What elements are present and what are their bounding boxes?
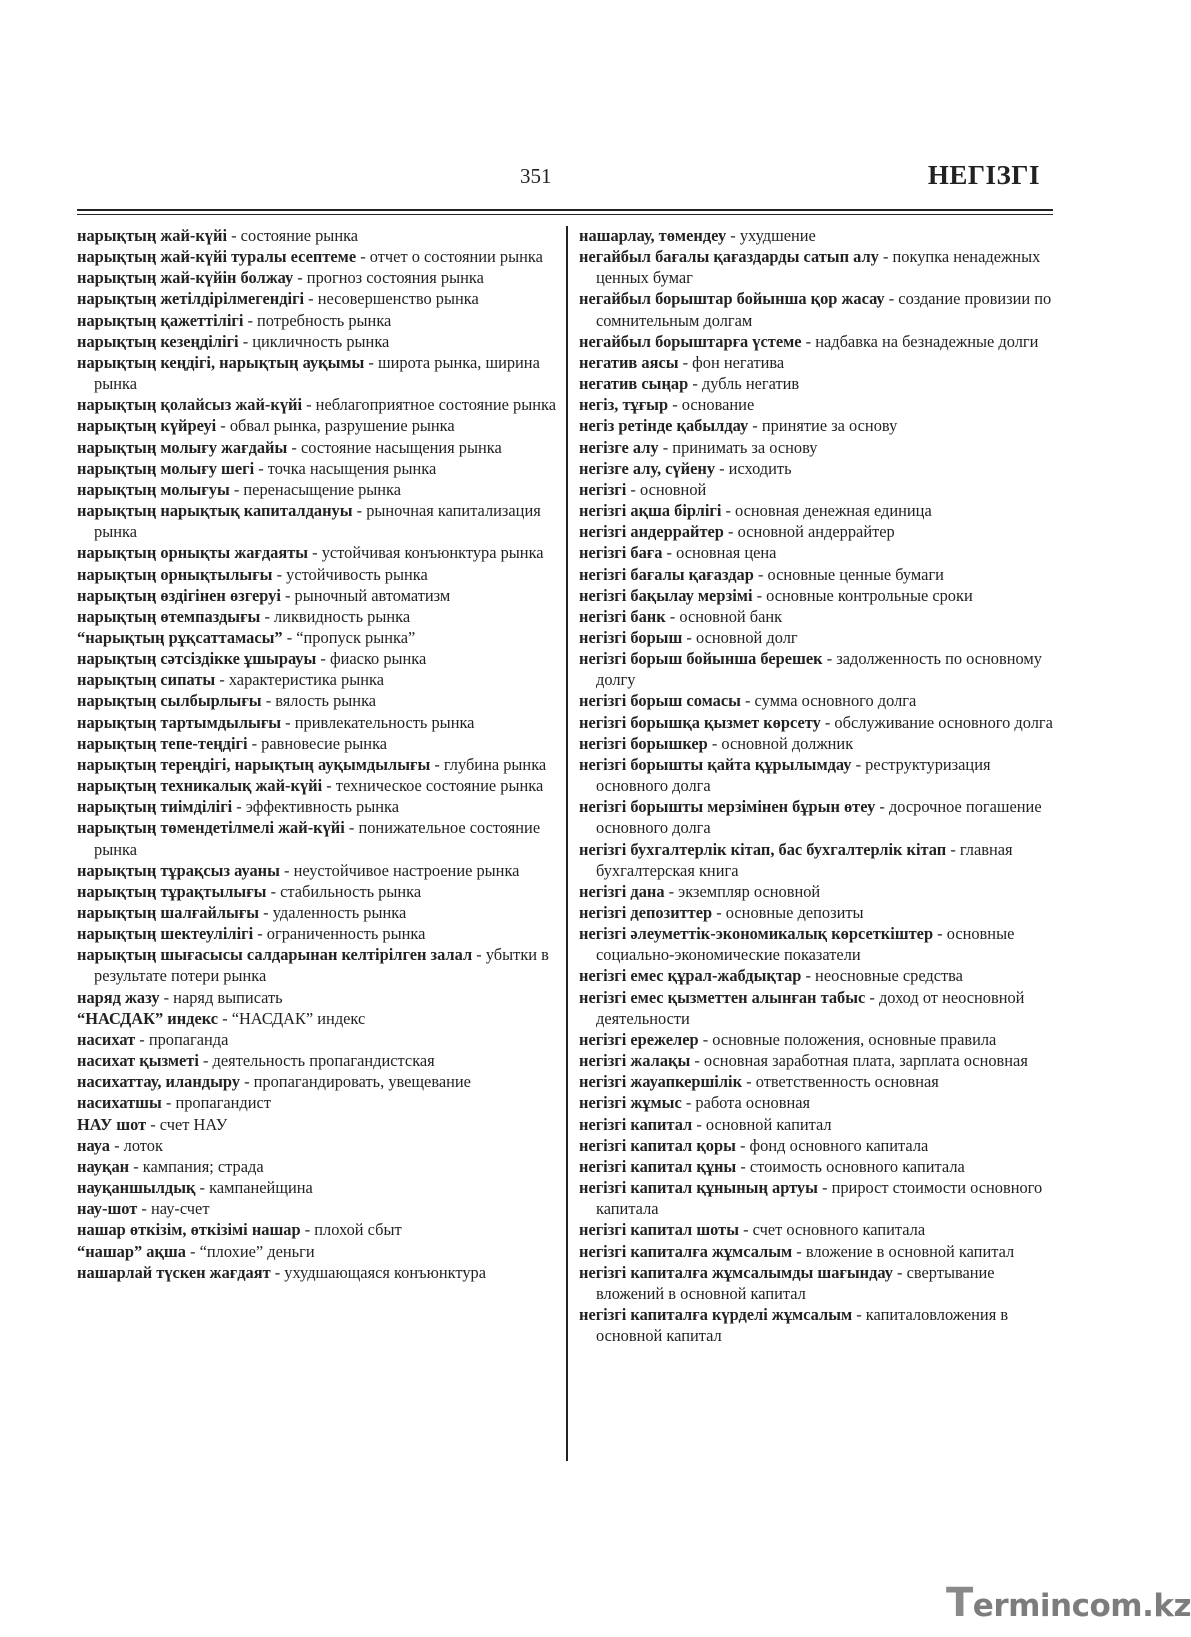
entry-translation: - лоток (109, 1135, 163, 1155)
dictionary-entry (77, 796, 558, 817)
entry-headword: негатив сыңар (579, 374, 689, 394)
dictionary-entry (77, 415, 558, 436)
entry-headword: нарықтың кеңдігі, нарықтың ауқымы (77, 352, 365, 372)
entry-headword: негізгі бақылау мерзімі (579, 585, 753, 605)
entry-headword: нарықтың өздігінен өзгеруі (77, 585, 281, 605)
entry-translation: - “пропуск рынка” (282, 627, 416, 647)
entry-translation: - характеристика рынка (215, 670, 384, 690)
entry-translation: - удаленность рынка (259, 903, 407, 922)
dictionary-entry (579, 225, 1053, 246)
entry-translation: - основной долг (682, 627, 798, 647)
dictionary-entry (77, 606, 558, 627)
entry-headword: нарықтың сәтсіздікке ұшырауы (77, 649, 317, 669)
entry-headword: нарықтың жай-күйін болжау (77, 268, 294, 288)
entry-translation: - ограниченность рынка (253, 924, 426, 944)
entry-headword: негізгі әлеуметтік-экономикалық көрсеткіштер (579, 924, 934, 944)
entry-translation: - равновесие рынка (247, 733, 388, 753)
entry-translation: - основные депозиты (712, 903, 864, 922)
entry-headword: нарықтың нарықтық капиталдануы (77, 501, 353, 521)
dictionary-entry (579, 1241, 1053, 1262)
watermark-logo (946, 1580, 1191, 1626)
entry-translation: - состояние насыщения рынка (287, 437, 502, 457)
dictionary-entry (579, 1304, 1053, 1346)
entry-translation: - понижательное состояние рынка (94, 818, 541, 859)
dictionary-entry (77, 500, 558, 542)
entry-headword: негізгі капитал құны (579, 1156, 737, 1176)
dictionary-entry (579, 1092, 1053, 1113)
dictionary-entry (579, 923, 1053, 965)
dictionary-entry (77, 246, 558, 267)
entry-translation: - покупка ненадежных ценных бумаг (596, 247, 1041, 288)
entry-translation: - стабильность рынка (266, 881, 422, 901)
dictionary-entry (77, 860, 558, 881)
dictionary-entry (77, 902, 558, 923)
entry-translation: - счет основного капитала (739, 1220, 926, 1240)
entry-translation: - ликвидность рынка (260, 606, 411, 626)
entry-headword: нарықтың орнықты жағдаяты (77, 543, 309, 563)
dictionary-entry (77, 1219, 558, 1240)
dictionary-entry (579, 437, 1053, 458)
dictionary-entry (579, 712, 1053, 733)
entry-headword: негізгі капиталға жұмсалымды шағындау (579, 1262, 893, 1282)
entry-translation: - работа основная (681, 1093, 811, 1113)
watermark-text: ermincom.kz (972, 1588, 1191, 1624)
dictionary-entry (579, 902, 1053, 923)
entry-translation: - “плохие” деньги (185, 1241, 315, 1261)
entry-translation: - обвал рынка, разрушение рынка (216, 416, 455, 436)
dictionary-entry (77, 1135, 558, 1156)
entry-translation: - принятие за основу (748, 416, 898, 436)
entry-headword: нарықтың техникалық жай-күйі (77, 776, 323, 796)
entry-headword: нарықтың молығу шегі (77, 458, 255, 478)
entry-translation: - досрочное погашение основного долга (596, 797, 1042, 838)
dictionary-entry (77, 1177, 558, 1198)
dictionary-entry (579, 415, 1053, 436)
entry-translation: - основные ценные бумаги (753, 564, 944, 584)
entry-headword: негайбыл борыштар бойынша қор жасау (579, 289, 885, 309)
entry-translation: - нау-счет (137, 1199, 210, 1219)
entry-translation: - потребность рынка (243, 310, 392, 330)
dictionary-entry (77, 754, 558, 775)
dictionary-entry (579, 331, 1053, 352)
dictionary-entry (579, 690, 1053, 711)
entry-headword: нашарлау, төмендеу (579, 226, 727, 245)
entry-translation: - неосновные средства (801, 966, 963, 986)
dictionary-entry (579, 246, 1053, 288)
entry-translation: - главная бухгалтерская книга (596, 839, 1013, 880)
entry-translation: - реструктуризация основного долга (596, 754, 991, 796)
entry-translation: - дубль негатив (688, 374, 800, 394)
dictionary-entry (77, 881, 558, 902)
entry-headword: науқан (77, 1156, 130, 1176)
dictionary-entry (77, 310, 558, 331)
dictionary-entry (579, 394, 1053, 415)
entry-headword: негіз ретінде қабылдау (579, 416, 749, 436)
left-column (77, 225, 558, 1283)
dictionary-entry (77, 394, 558, 415)
entry-translation: - доход от неосновной деятельности (596, 987, 1025, 1028)
entry-translation: - кампания; страда (129, 1156, 264, 1176)
dictionary-entry (77, 225, 558, 246)
dictionary-entry (77, 627, 558, 648)
entry-translation: - сумма основного долга (740, 691, 917, 711)
dictionary-entry (77, 564, 558, 585)
entry-headword: нарықтың өтемпаздығы (77, 606, 261, 626)
dictionary-entry (579, 500, 1053, 521)
entry-headword: нарықтың молығу жағдайы (77, 437, 288, 457)
entry-translation: - капиталовложения в основной капитал (596, 1304, 1009, 1346)
entry-headword: насихат қызметі (77, 1051, 199, 1071)
dictionary-entry (579, 796, 1053, 838)
entry-translation: - глубина рынка (430, 754, 547, 774)
entry-headword: негізгі жалақы (579, 1051, 691, 1071)
entry-translation: - устойчивая конъюнктура рынка (308, 543, 544, 563)
entry-translation: - основной должник (707, 733, 854, 753)
entry-translation: - цикличность рынка (238, 331, 390, 351)
entry-translation: - пропагандист (161, 1093, 271, 1113)
entry-translation: - надбавка на безнадежные долги (801, 331, 1039, 351)
entry-headword: нарықтың шығасысы салдарынан келтірілген залал (77, 945, 473, 965)
entry-headword: “нарықтың рұқсаттамасы” (77, 627, 283, 647)
entry-headword: нарықтың жетілдірілмегендігі (77, 289, 305, 309)
entry-translation: - ответственность основная (742, 1072, 939, 1092)
entry-headword: негізгі капитал шоты (579, 1220, 740, 1240)
entry-translation: - техническое состояние рынка (322, 776, 544, 796)
entry-headword: науқаншылдық (77, 1178, 196, 1198)
entry-translation: - наряд выписать (159, 987, 283, 1007)
entry-translation: - основные контрольные сроки (752, 585, 973, 605)
entry-headword: негізгі дана (579, 881, 665, 901)
entry-headword: негіз, тұғыр (579, 395, 669, 415)
entry-translation: - исходить (715, 458, 792, 478)
dictionary-entry (579, 1135, 1053, 1156)
dictionary-entry (579, 564, 1053, 585)
dictionary-entry (579, 585, 1053, 606)
dictionary-entry (579, 479, 1053, 500)
dictionary-entry (579, 754, 1053, 796)
entry-translation: - убытки в результате потери рынка (94, 945, 549, 986)
watermark-prefix: T (946, 1580, 973, 1626)
entry-headword: негізгі жұмыс (579, 1093, 682, 1113)
dictionary-entry (579, 965, 1053, 986)
entry-headword: “НАСДАК” индекс (77, 1008, 219, 1028)
dictionary-entry (579, 627, 1053, 648)
entry-headword: негізгі бухгалтерлік кітап, бас бухгалтерлік кітап (579, 839, 947, 859)
entry-translation: - фонд основного капитала (735, 1135, 929, 1155)
entry-translation: - отчет о состоянии рынка (356, 247, 543, 267)
header-rule-thin (77, 214, 1053, 215)
entry-headword: негізгі ақша бірлігі (579, 501, 722, 521)
entry-headword: нарықтың шектеулілігі (77, 924, 254, 944)
running-head: НЕГІЗГІ (927, 160, 1040, 190)
entry-translation: - пропагандировать, увещевание (239, 1072, 471, 1092)
dictionary-entry (77, 648, 558, 669)
entry-headword: негізгі бағалы қағаздар (579, 564, 754, 584)
entry-headword: негайбыл бағалы қағаздарды сатып алу (579, 247, 879, 267)
entry-headword: нарықтың тереңдігі, нарықтың ауқымдылығы (77, 754, 431, 774)
entry-translation: - прогноз состояния рынка (293, 268, 484, 288)
dictionary-entry (77, 669, 558, 690)
dictionary-entry (579, 373, 1053, 394)
entry-translation: - принимать за основу (658, 437, 818, 457)
right-column (579, 225, 1053, 1346)
entry-headword: негізгі ережелер (579, 1029, 699, 1049)
entry-translation: - экземпляр основной (664, 881, 821, 901)
entry-headword: негайбыл борыштарға үстеме (579, 331, 802, 351)
entry-headword: насихаттау, иландыру (77, 1072, 240, 1092)
entry-translation: - деятельность пропагандистская (198, 1051, 435, 1071)
dictionary-entry (77, 267, 558, 288)
entry-headword: НАУ шот (77, 1114, 147, 1134)
entry-translation: - вялость рынка (261, 691, 377, 711)
entry-headword: негізгі емес құрал-жабдықтар (579, 966, 802, 986)
entry-headword: насихат (77, 1029, 136, 1049)
entry-translation: - свертывание вложений в основной капитал (596, 1262, 995, 1303)
entry-translation: - основная цена (662, 543, 777, 563)
entry-headword: нарықтың кезеңділігі (77, 331, 239, 351)
dictionary-entry (77, 1008, 558, 1029)
entry-headword: негізгі капитал құнының артуы (579, 1178, 818, 1198)
entry-translation: - широта рынка, ширина рынка (94, 352, 540, 394)
entry-translation: - ухудшающаяся конъюнктура (270, 1262, 486, 1282)
dictionary-entry (579, 542, 1053, 563)
entry-headword: негізгі депозиттер (579, 903, 713, 922)
dictionary-entry (77, 944, 558, 986)
entry-headword: негізгі борышты мерзімінен бұрын өтеу (579, 797, 876, 817)
dictionary-entry (77, 1029, 558, 1050)
entry-headword: негізгі борыш (579, 627, 683, 647)
entry-headword: нашарлай түскен жағдаят (77, 1262, 271, 1282)
entry-translation: - рыночный автоматизм (280, 585, 451, 605)
dictionary-entry (77, 542, 558, 563)
entry-headword: негізгі емес қызметтен алынған табыс (579, 987, 866, 1007)
entry-translation: - кампанейщина (195, 1178, 313, 1198)
dictionary-entry (579, 1219, 1053, 1240)
entry-translation: - основание (668, 395, 755, 415)
dictionary-entry (579, 1262, 1053, 1304)
entry-translation: - основной банк (665, 606, 783, 626)
entry-headword: негізгі андеррайтер (579, 522, 724, 542)
dictionary-entry (579, 1114, 1053, 1135)
dictionary-entry (77, 458, 558, 479)
entry-translation: - вложение в основной капитал (792, 1241, 1015, 1261)
entry-translation: - основная заработная плата, зарплата основная (690, 1051, 1028, 1071)
entry-headword: нарықтың жай-күйі (77, 226, 228, 245)
dictionary-entry (579, 881, 1053, 902)
entry-translation: - несовершенство рынка (304, 289, 479, 309)
entry-headword: нарықтың тиімділігі (77, 797, 233, 817)
entry-headword: негатив аясы (579, 352, 679, 372)
entry-headword: нарықтың тепе-теңдігі (77, 733, 248, 753)
dictionary-entry (579, 987, 1053, 1029)
entry-translation: - основной капитал (692, 1114, 832, 1134)
dictionary-entry (579, 352, 1053, 373)
entry-headword: негізгі борыш сомасы (579, 691, 741, 711)
entry-headword: нарықтың сипаты (77, 670, 216, 690)
dictionary-entry (77, 1050, 558, 1071)
entry-headword: негізгі капитал (579, 1114, 693, 1134)
dictionary-entry (579, 839, 1053, 881)
entry-translation: - привлекательность рынка (281, 712, 475, 732)
dictionary-entry (77, 817, 558, 859)
dictionary-entry (77, 331, 558, 352)
entry-headword: нау-шот (77, 1199, 138, 1219)
entry-translation: - точка насыщения рынка (254, 458, 437, 478)
entry-headword: негізгі капиталға жұмсалым (579, 1241, 793, 1261)
entry-headword: негізгі борыш бойынша берешек (579, 649, 823, 669)
entry-headword: нарықтың қолайсыз жай-күйі (77, 395, 303, 415)
entry-headword: нашар өткізім, өткізімі нашар (77, 1220, 301, 1240)
entry-translation: - неустойчивое настроение рынка (279, 860, 520, 880)
entry-translation: - пропаганда (135, 1029, 229, 1049)
entry-headword: нарықтың сылбырлығы (77, 691, 262, 711)
dictionary-entry (579, 1156, 1053, 1177)
entry-translation: - ухудшение (726, 226, 816, 245)
entry-headword: нарықтың шалғайлығы (77, 903, 260, 922)
entry-headword: нарықтың күйреуі (77, 416, 217, 436)
dictionary-entry (579, 288, 1053, 330)
dictionary-entry (77, 1114, 558, 1135)
dictionary-entry (77, 1071, 558, 1092)
entry-translation: - устойчивость рынка (272, 564, 428, 584)
dictionary-entry (579, 458, 1053, 479)
entry-headword: негізге алу, сүйену (579, 458, 716, 478)
entry-headword: нарықтың тұрақсыз ауаны (77, 860, 280, 880)
entry-headword: негізгі борышқа қызмет көрсету (579, 712, 821, 732)
entry-headword: негізгі банк (579, 606, 666, 626)
entry-headword: негізгі борышкер (579, 733, 708, 753)
entry-headword: негізгі (579, 479, 627, 499)
entry-translation: - счет НАУ (146, 1114, 228, 1134)
entry-headword: негізгі баға (579, 543, 663, 563)
dictionary-entry (579, 1029, 1053, 1050)
dictionary-entry (77, 923, 558, 944)
entry-headword: наряд жазу (77, 987, 160, 1007)
entry-translation: - эффективность рынка (232, 797, 399, 817)
entry-translation: - плохой сбыт (300, 1220, 402, 1240)
entry-headword: негізгі борышты қайта құрылымдау (579, 754, 852, 774)
dictionary-entry (77, 712, 558, 733)
dictionary-entry (579, 606, 1053, 627)
dictionary-entry (77, 733, 558, 754)
dictionary-entry (579, 1177, 1053, 1219)
dictionary-entry (77, 775, 558, 796)
dictionary-entry (579, 648, 1053, 690)
entry-headword: насихатшы (77, 1093, 162, 1113)
header-rule-thick (77, 209, 1053, 211)
entry-translation: - “НАСДАК” индекс (218, 1008, 366, 1028)
entry-translation: - фиаско рынка (316, 649, 427, 669)
entry-translation: - фон негатива (678, 352, 785, 372)
entry-translation: - перенасыщение рынка (229, 479, 402, 499)
entry-headword: негізгі жауапкершілік (579, 1072, 743, 1092)
entry-translation: - основной андеррайтер (723, 522, 895, 542)
dictionary-entry (77, 1156, 558, 1177)
dictionary-entry (77, 585, 558, 606)
dictionary-entry (77, 479, 558, 500)
dictionary-entry (77, 437, 558, 458)
dictionary-entry (77, 987, 558, 1008)
dictionary-entry (579, 1071, 1053, 1092)
entry-headword: негізгі капитал қоры (579, 1135, 736, 1155)
entry-translation: - основной (626, 479, 707, 499)
entry-translation: - задолженность по основному долгу (596, 649, 1042, 690)
dictionary-entry (77, 288, 558, 309)
entry-translation: - основные положения, основные правила (698, 1029, 997, 1049)
page-number: 351 (520, 164, 552, 188)
column-divider (566, 226, 568, 1461)
entry-translation: - основные социально-экономические показатели (596, 924, 1015, 965)
entry-headword: нарықтың орнықтылығы (77, 564, 273, 584)
entry-translation: - прирост стоимости основного капитала (596, 1178, 1043, 1219)
dictionary-entry (579, 1050, 1053, 1071)
dictionary-entry (77, 352, 558, 394)
dictionary-entry (579, 733, 1053, 754)
entry-headword: негізге алу (579, 437, 659, 457)
dictionary-entry (77, 1241, 558, 1262)
entry-headword: нарықтың тартымдылығы (77, 712, 282, 732)
entry-translation: - создание провизии по сомнительным долгам (596, 289, 1052, 330)
entry-translation: - обслуживание основного долга (820, 712, 1053, 732)
entry-headword: нарықтың молығуы (77, 479, 230, 499)
dictionary-entry (77, 1262, 558, 1283)
dictionary-entry (77, 690, 558, 711)
entry-translation: - основная денежная единица (721, 501, 932, 521)
entry-headword: нарықтың тұрақтылығы (77, 881, 267, 901)
entry-headword: негізгі капиталға күрделі жұмсалым (579, 1304, 853, 1324)
entry-headword: “нашар” ақша (77, 1241, 186, 1261)
entry-translation: - состояние рынка (227, 226, 359, 245)
entry-headword: нарықтың төмендетілмелі жай-күйі (77, 818, 345, 838)
entry-translation: - рыночная капитализация рынка (94, 501, 541, 542)
entry-translation: - стоимость основного капитала (736, 1156, 965, 1176)
entry-translation: - неблагоприятное состояние рынка (302, 395, 557, 415)
dictionary-entry (77, 1198, 558, 1219)
entry-headword: нарықтың жай-күйі туралы есептеме (77, 247, 357, 267)
dictionary-entry (579, 521, 1053, 542)
dictionary-entry (77, 1092, 558, 1113)
entry-headword: науа (77, 1135, 110, 1155)
entry-headword: нарықтың қажеттілігі (77, 310, 244, 330)
